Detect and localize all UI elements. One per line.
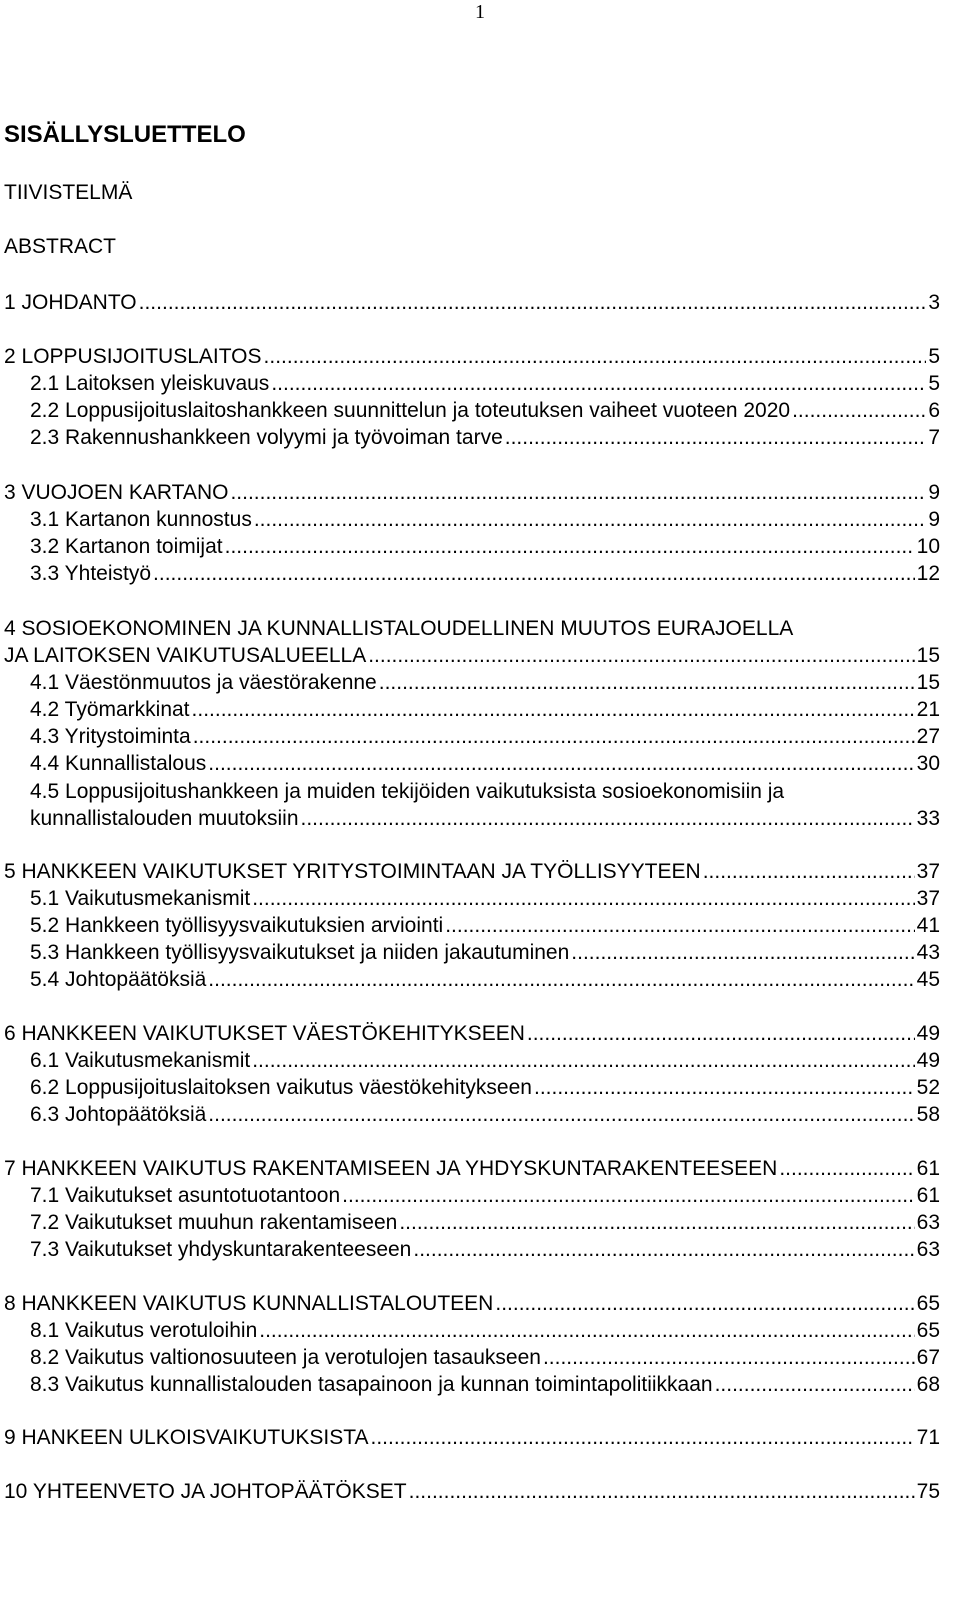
dot-leader [264,344,927,370]
toc-entry-page: 49 [916,1049,940,1072]
toc-entry-title: 5.4 Johtopäätöksiä [30,968,207,991]
toc-entry-5[interactable] [4,859,940,885]
dot-leader [208,1102,914,1128]
toc-entry-page: 12 [916,562,940,585]
toc-entry-4[interactable] [4,615,940,669]
toc-entry-page: 27 [916,725,940,748]
toc-entry-title: 8.1 Vaikutus verotuloihin [30,1319,258,1342]
toc-item-abstract[interactable]: ABSTRACT [4,235,117,258]
toc-entry-3[interactable] [4,480,940,506]
dot-leader [715,1372,915,1398]
toc-entry-page: 9 [928,481,940,504]
toc-entry-page: 75 [916,1480,940,1503]
dot-leader [252,886,914,912]
toc-entry-page: 21 [916,698,940,721]
dot-leader [527,1021,915,1047]
toc-entry-4-1[interactable] [30,670,940,696]
toc-entry-title: 10 YHTEENVETO JA JOHTOPÄÄTÖKSET [4,1480,407,1503]
toc-entry-page: 65 [916,1292,940,1315]
toc-entry-title: 5.2 Hankkeen työllisyysvaikutuksien arviointi [30,914,444,937]
toc-entry-page: 5 [928,372,940,395]
toc-entry-page: 9 [928,508,940,531]
toc-entry-9[interactable] [4,1425,940,1451]
toc-entry-title: 7 HANKKEEN VAIKUTUS RAKENTAMISEEN JA YHDYSKUNTARAKENTEESEEN [4,1157,778,1180]
toc-entry-title: 3 VUOJOEN KARTANO [4,481,229,504]
toc-entry-page: 6 [928,399,940,422]
toc-entry-4-5[interactable] [30,778,940,832]
toc-entry-page: 49 [916,1022,940,1045]
dot-leader [368,642,914,669]
toc-entry-2[interactable] [4,344,940,370]
toc-entry-title: 8 HANKKEEN VAIKUTUS KUNNALLISTALOUTEEN [4,1292,494,1315]
dot-leader [301,805,915,832]
dot-leader [192,697,915,723]
toc-entry-8-2[interactable] [30,1345,940,1371]
toc-entry-title: 4.3 Yritystoiminta [30,725,191,748]
dot-leader [534,1075,915,1101]
toc-entry-5-3[interactable] [30,940,940,966]
dot-leader [371,1425,915,1451]
dot-leader [225,534,915,560]
toc-entry-title-continued: kunnallistalouden muutoksiin [30,807,299,830]
toc-entry-title: 3.2 Kartanon toimijat [30,535,223,558]
toc-entry-page: 63 [916,1238,940,1261]
toc-entry-page: 37 [916,887,940,910]
toc-entry-page: 63 [916,1211,940,1234]
toc-entry-title: 7.2 Vaikutukset muuhun rakentamiseen [30,1211,398,1234]
toc-entry-title: 1 JOHDANTO [4,291,137,314]
toc-entry-6-1[interactable] [30,1048,940,1074]
toc-entry-title: 4.2 Työmarkkinat [30,698,190,721]
toc-entry-6[interactable] [4,1021,940,1047]
toc-entry-page: 67 [916,1346,940,1369]
toc-entry-2-2[interactable] [30,398,940,424]
dot-leader [505,425,927,451]
toc-entry-title: 4 SOSIOEKONOMINEN JA KUNNALLISTALOUDELLINEN MUUTOS EURAJOELLA [4,617,794,640]
toc-entry-4-3[interactable] [30,724,940,750]
toc-entry-page: 41 [916,914,940,937]
dot-leader [208,967,914,993]
toc-entry-title: 6.3 Johtopäätöksiä [30,1103,207,1126]
dot-leader [230,480,926,506]
dot-leader [259,1318,914,1344]
toc-entry-title: 4.1 Väestönmuutos ja väestörakenne [30,671,377,694]
toc-entry-title: 5.1 Vaikutusmekanismit [30,887,251,910]
toc-entry-7-1[interactable] [30,1183,940,1209]
toc-entry-title: 6 HANKKEEN VAIKUTUKSET VÄESTÖKEHITYKSEEN [4,1022,525,1045]
toc-entry-page: 30 [916,752,940,775]
toc-entry-5-4[interactable] [30,967,940,993]
page-number: 1 [475,1,485,23]
toc-entry-4-2[interactable] [30,697,940,723]
toc-entry-6-3[interactable] [30,1102,940,1128]
dot-leader [399,1210,914,1236]
dot-leader [254,507,926,533]
toc-entry-7[interactable] [4,1156,940,1182]
toc-entry-page: 71 [916,1426,940,1449]
toc-entry-page: 15 [916,671,940,694]
toc-entry-page: 58 [916,1103,940,1126]
toc-entry-page: 61 [916,1157,940,1180]
dot-leader [543,1345,915,1371]
dot-leader [379,670,915,696]
toc-entry-title: 3.3 Yhteistyö [30,562,152,585]
toc-entry-title: 3.1 Kartanon kunnostus [30,508,252,531]
dot-leader [413,1237,914,1263]
toc-entry-6-2[interactable] [30,1075,940,1101]
toc-entry-title: 2.3 Rakennushankkeen volyymi ja työvoiman tarve [30,426,503,449]
dot-leader [445,913,914,939]
dot-leader [792,398,926,424]
toc-entry-page: 10 [916,535,940,558]
toc-entry-page: 5 [928,345,940,368]
toc-entry-page: 7 [928,426,940,449]
dot-leader [409,1479,915,1505]
dot-leader [139,290,927,316]
toc-heading: SISÄLLYSLUETTELO [4,121,246,148]
toc-entry-4-4[interactable] [30,751,940,777]
toc-entry-title: 6.1 Vaikutusmekanismit [30,1049,251,1072]
toc-entry-title: 7.1 Vaikutukset asuntotuotantoon [30,1184,341,1207]
toc-entry-8[interactable] [4,1291,940,1317]
toc-entry-page: 52 [916,1076,940,1099]
toc-entry-page: 15 [916,644,940,667]
dot-leader [495,1291,914,1317]
toc-entry-8-1[interactable] [30,1318,940,1344]
toc-entry-page: 45 [916,968,940,991]
dot-leader [779,1156,914,1182]
toc-entry-7-2[interactable] [30,1210,940,1236]
toc-entry-title: 5 HANKKEEN VAIKUTUKSET YRITYSTOIMINTAAN JA TYÖLLISYYTEEN [4,860,701,883]
toc-entry-10[interactable] [4,1479,940,1505]
toc-entry-title: 5.3 Hankkeen työllisyysvaikutukset ja niiden jakautuminen [30,941,570,964]
toc-entry-title: 2.1 Laitoksen yleiskuvaus [30,372,270,395]
toc-entry-title: 8.2 Vaikutus valtionosuuteen ja verotulojen tasaukseen [30,1346,541,1369]
toc-entry-page: 68 [916,1373,940,1396]
toc-entry-page: 33 [916,807,940,830]
dot-leader [271,371,926,397]
toc-entry-title: 9 HANKEEN ULKOISVAIKUTUKSISTA [4,1426,369,1449]
toc-entry-title: 7.3 Vaikutukset yhdyskuntarakenteeseen [30,1238,412,1261]
toc-entry-7-3[interactable] [30,1237,940,1263]
toc-entry-title: 2.2 Loppusijoituslaitoshankkeen suunnittelun ja toteutuksen vaiheet vuoteen 2020 [30,399,791,422]
toc-item-tiivistelma[interactable]: TIIVISTELMÄ [4,181,133,204]
dot-leader [703,859,915,885]
toc-entry-page: 65 [916,1319,940,1342]
toc-entry-title: 2 LOPPUSIJOITUSLAITOS [4,345,262,368]
toc-entry-title: 6.2 Loppusijoituslaitoksen vaikutus väestökehitykseen [30,1076,532,1099]
dot-leader [193,724,915,750]
dot-leader [252,1048,914,1074]
dot-leader [571,940,914,966]
dot-leader [153,561,915,587]
toc-entry-5-2[interactable] [30,913,940,939]
toc-entry-title: 4.5 Loppusijoitushankkeen ja muiden tekijöiden vaikutuksista sosioekonomisiin ja [30,780,785,803]
toc-entry-1[interactable] [4,290,940,316]
toc-entry-page: 43 [916,941,940,964]
toc-entry-2-3[interactable] [30,425,940,451]
toc-entry-title: 4.4 Kunnallistalous [30,752,207,775]
toc-entry-3-1[interactable] [30,507,940,533]
toc-entry-page: 37 [916,860,940,883]
toc-entry-8-3[interactable] [30,1372,940,1398]
toc-entry-title-continued: JA LAITOKSEN VAIKUTUSALUEELLA [4,644,367,667]
toc-entry-page: 61 [916,1184,940,1207]
toc-entry-5-1[interactable] [30,886,940,912]
toc-entry-3-2[interactable] [30,534,940,560]
dot-leader [342,1183,914,1209]
toc-entry-2-1[interactable] [30,371,940,397]
toc-entry-title: 8.3 Vaikutus kunnallistalouden tasapainoon ja kunnan toimintapolitiikkaan [30,1373,713,1396]
toc-entry-3-3[interactable] [30,561,940,587]
dot-leader [208,751,914,777]
toc-entry-page: 3 [928,291,940,314]
